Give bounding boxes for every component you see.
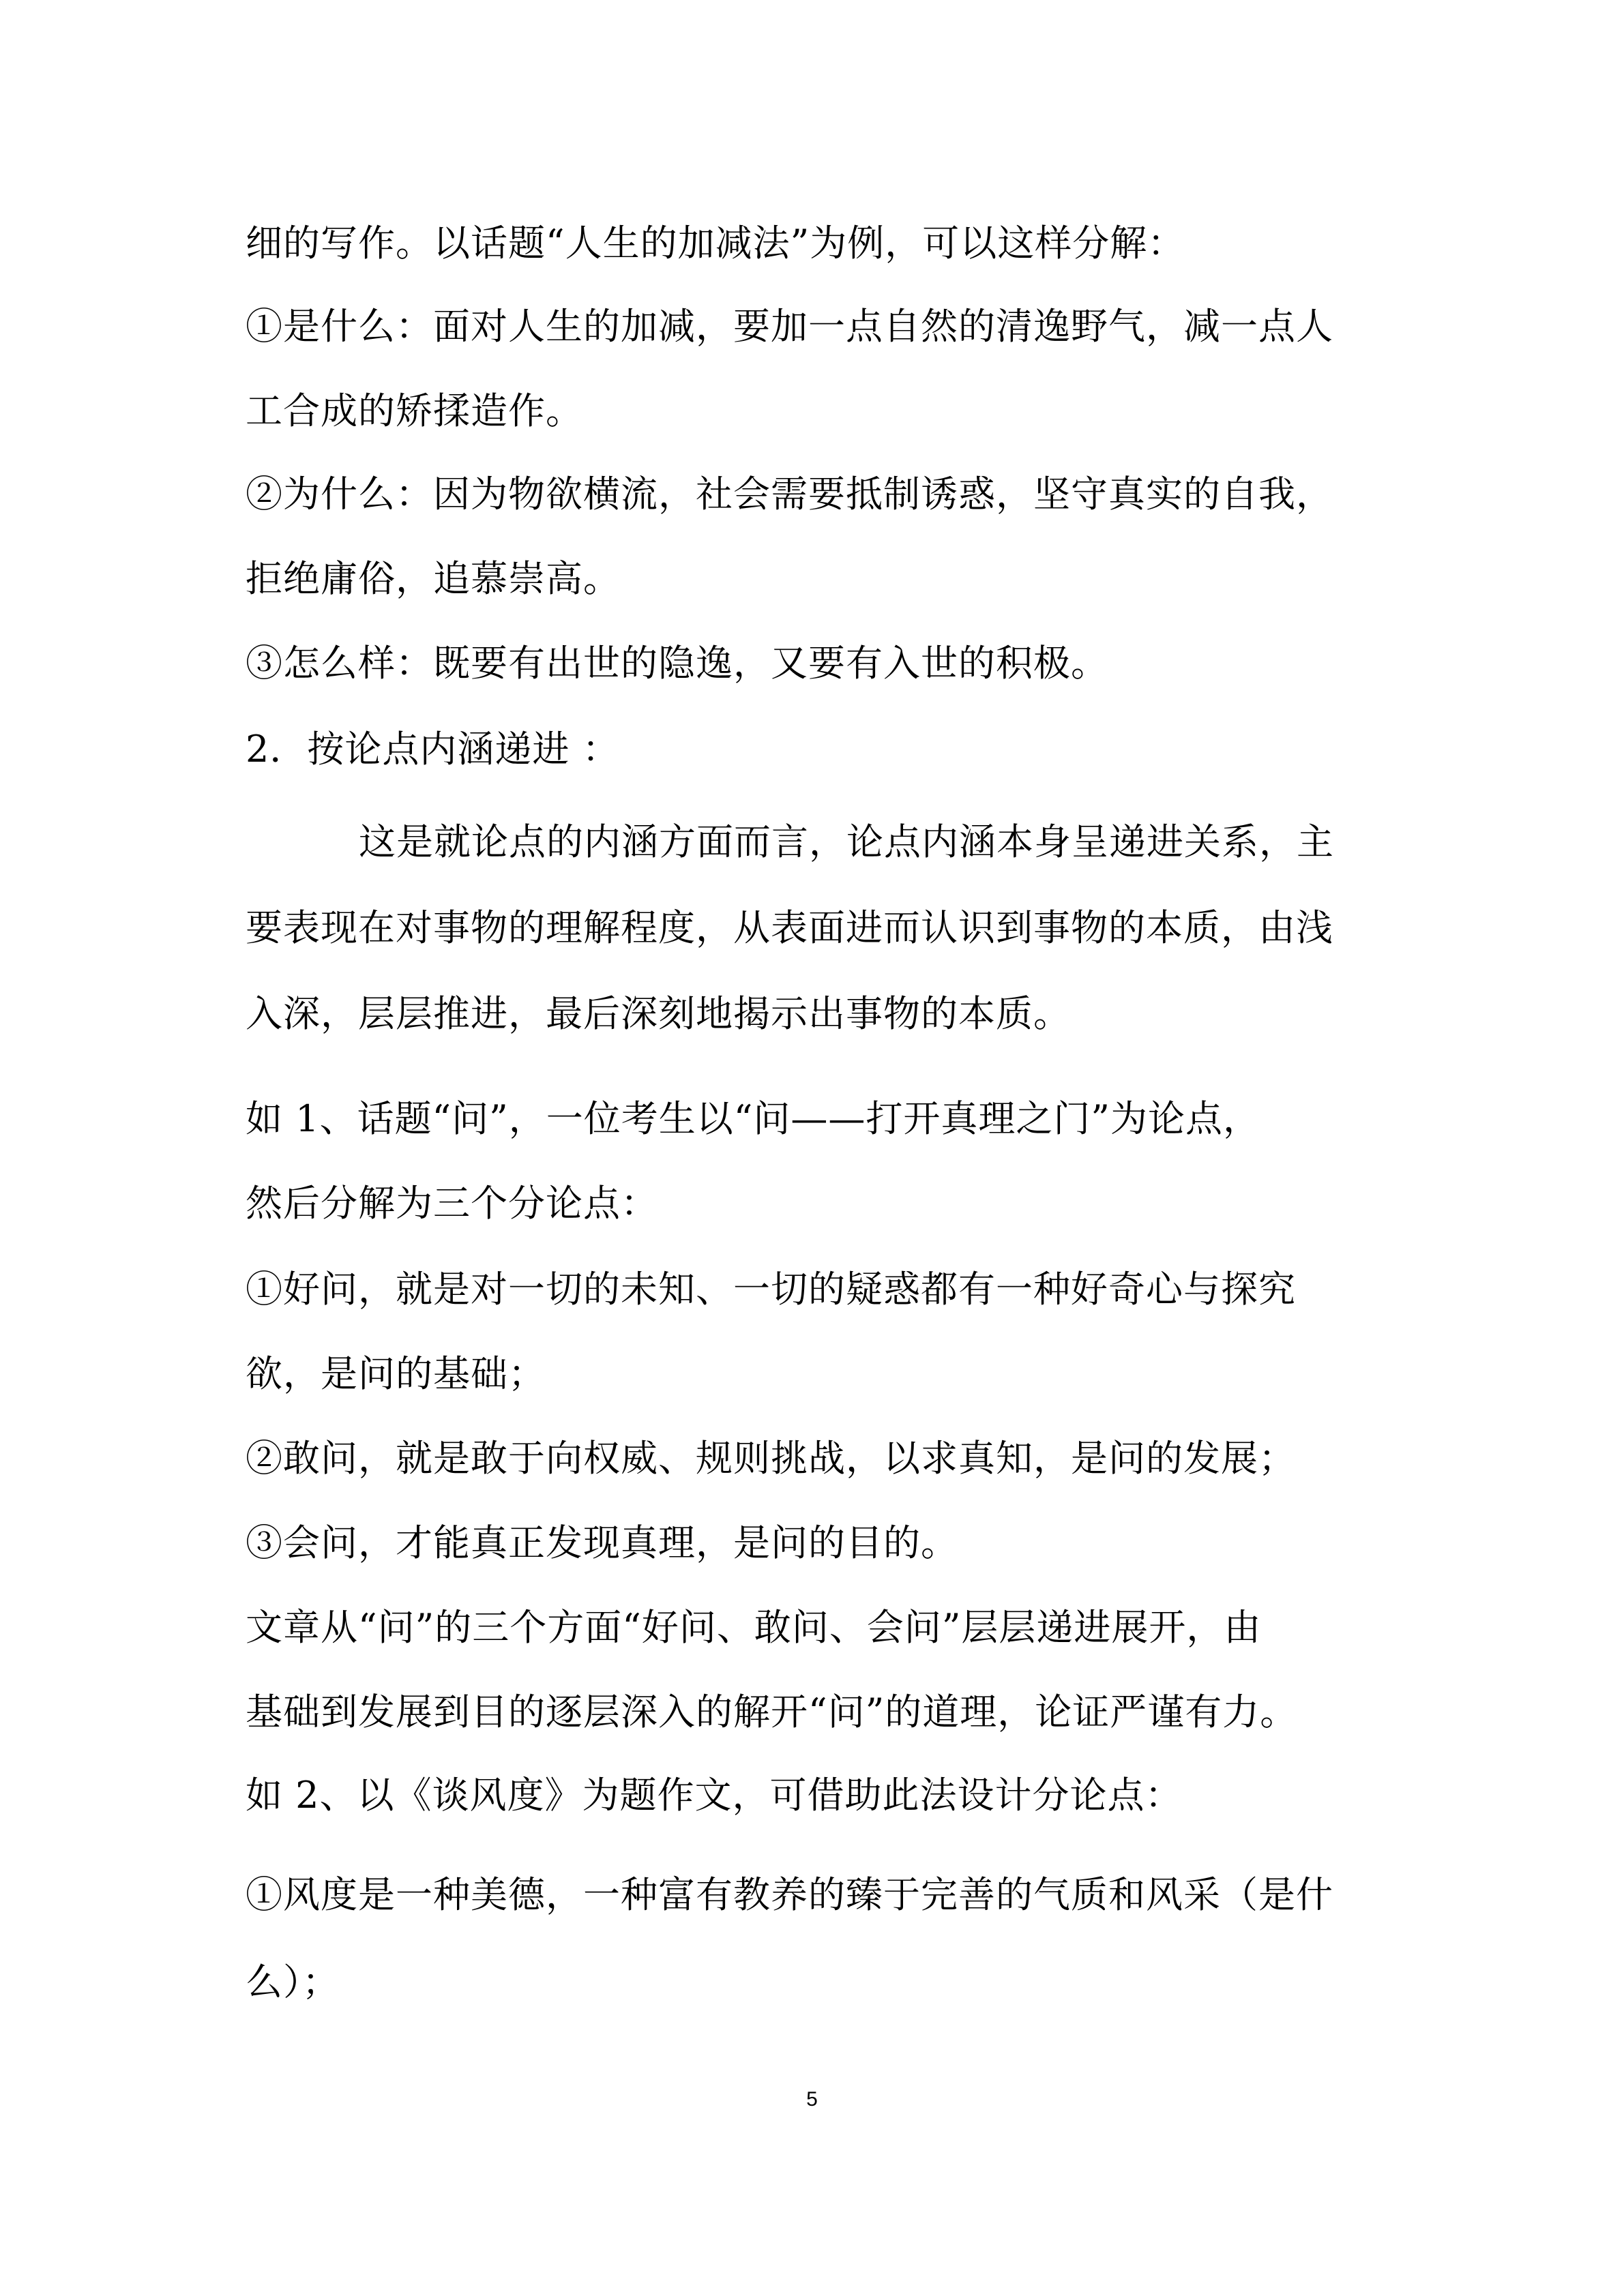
text-line: 拒绝庸俗，追慕崇高。 [246,557,621,600]
text-line: ①是什么：面对人生的加减，要加一点自然的清逸野气，减一点人 [246,305,1333,348]
text-line: 这是就论点的内涵方面而言，论点内涵本身呈递进关系，主 [359,820,1334,863]
text-line: ①好问，就是对一切的未知、一切的疑惑都有一种好奇心与探究 [246,1268,1296,1311]
text-line: 要表现在对事物的理解程度，从表面进而认识到事物的本质，由浅 [246,906,1333,949]
text-line: 入深，层层推进，最后深刻地揭示出事物的本质。 [246,992,1071,1035]
text-line: 基础到发展到目的逐层深入的解开“问”的道理，论证严谨有力。 [246,1690,1298,1733]
text-line: 文章从“问”的三个方面“好问、敢问、会问”层层递进展开，由 [246,1606,1262,1649]
text-line: 工合成的矫揉造作。 [246,389,583,432]
section-heading: 2．按论点内涵递进 ： [246,728,620,771]
text-line: 如 2、以《谈风度》为题作文，可借助此法设计分论点： [246,1774,1183,1817]
text-line: ③怎么样：既要有出世的隐逸，又要有入世的积极。 [246,642,1108,685]
text-line: ③会问，才能真正发现真理，是问的目的。 [246,1521,958,1564]
text-line: 如 1、话题“问”，一位考生以“问——打开真理之门”为论点， [246,1097,1260,1140]
page-number: 5 [806,2088,818,2111]
text-line: 细的写作。以话题“人生的加减法”为例，可以这样分解： [246,222,1185,265]
text-line: ②为什么：因为物欲横流，社会需要抵制诱惑，坚守真实的自我， [246,473,1333,516]
text-line: ①风度是一种美德，一种富有教养的臻于完善的气质和风采（是什 [246,1873,1333,1916]
text-line: 么）； [246,1960,340,2003]
text-line: 欲，是问的基础； [246,1352,546,1395]
text-line: ②敢问，就是敢于向权威、规则挑战，以求真知，是问的发展； [246,1437,1296,1480]
text-line: 然后分解为三个分论点： [246,1182,658,1225]
